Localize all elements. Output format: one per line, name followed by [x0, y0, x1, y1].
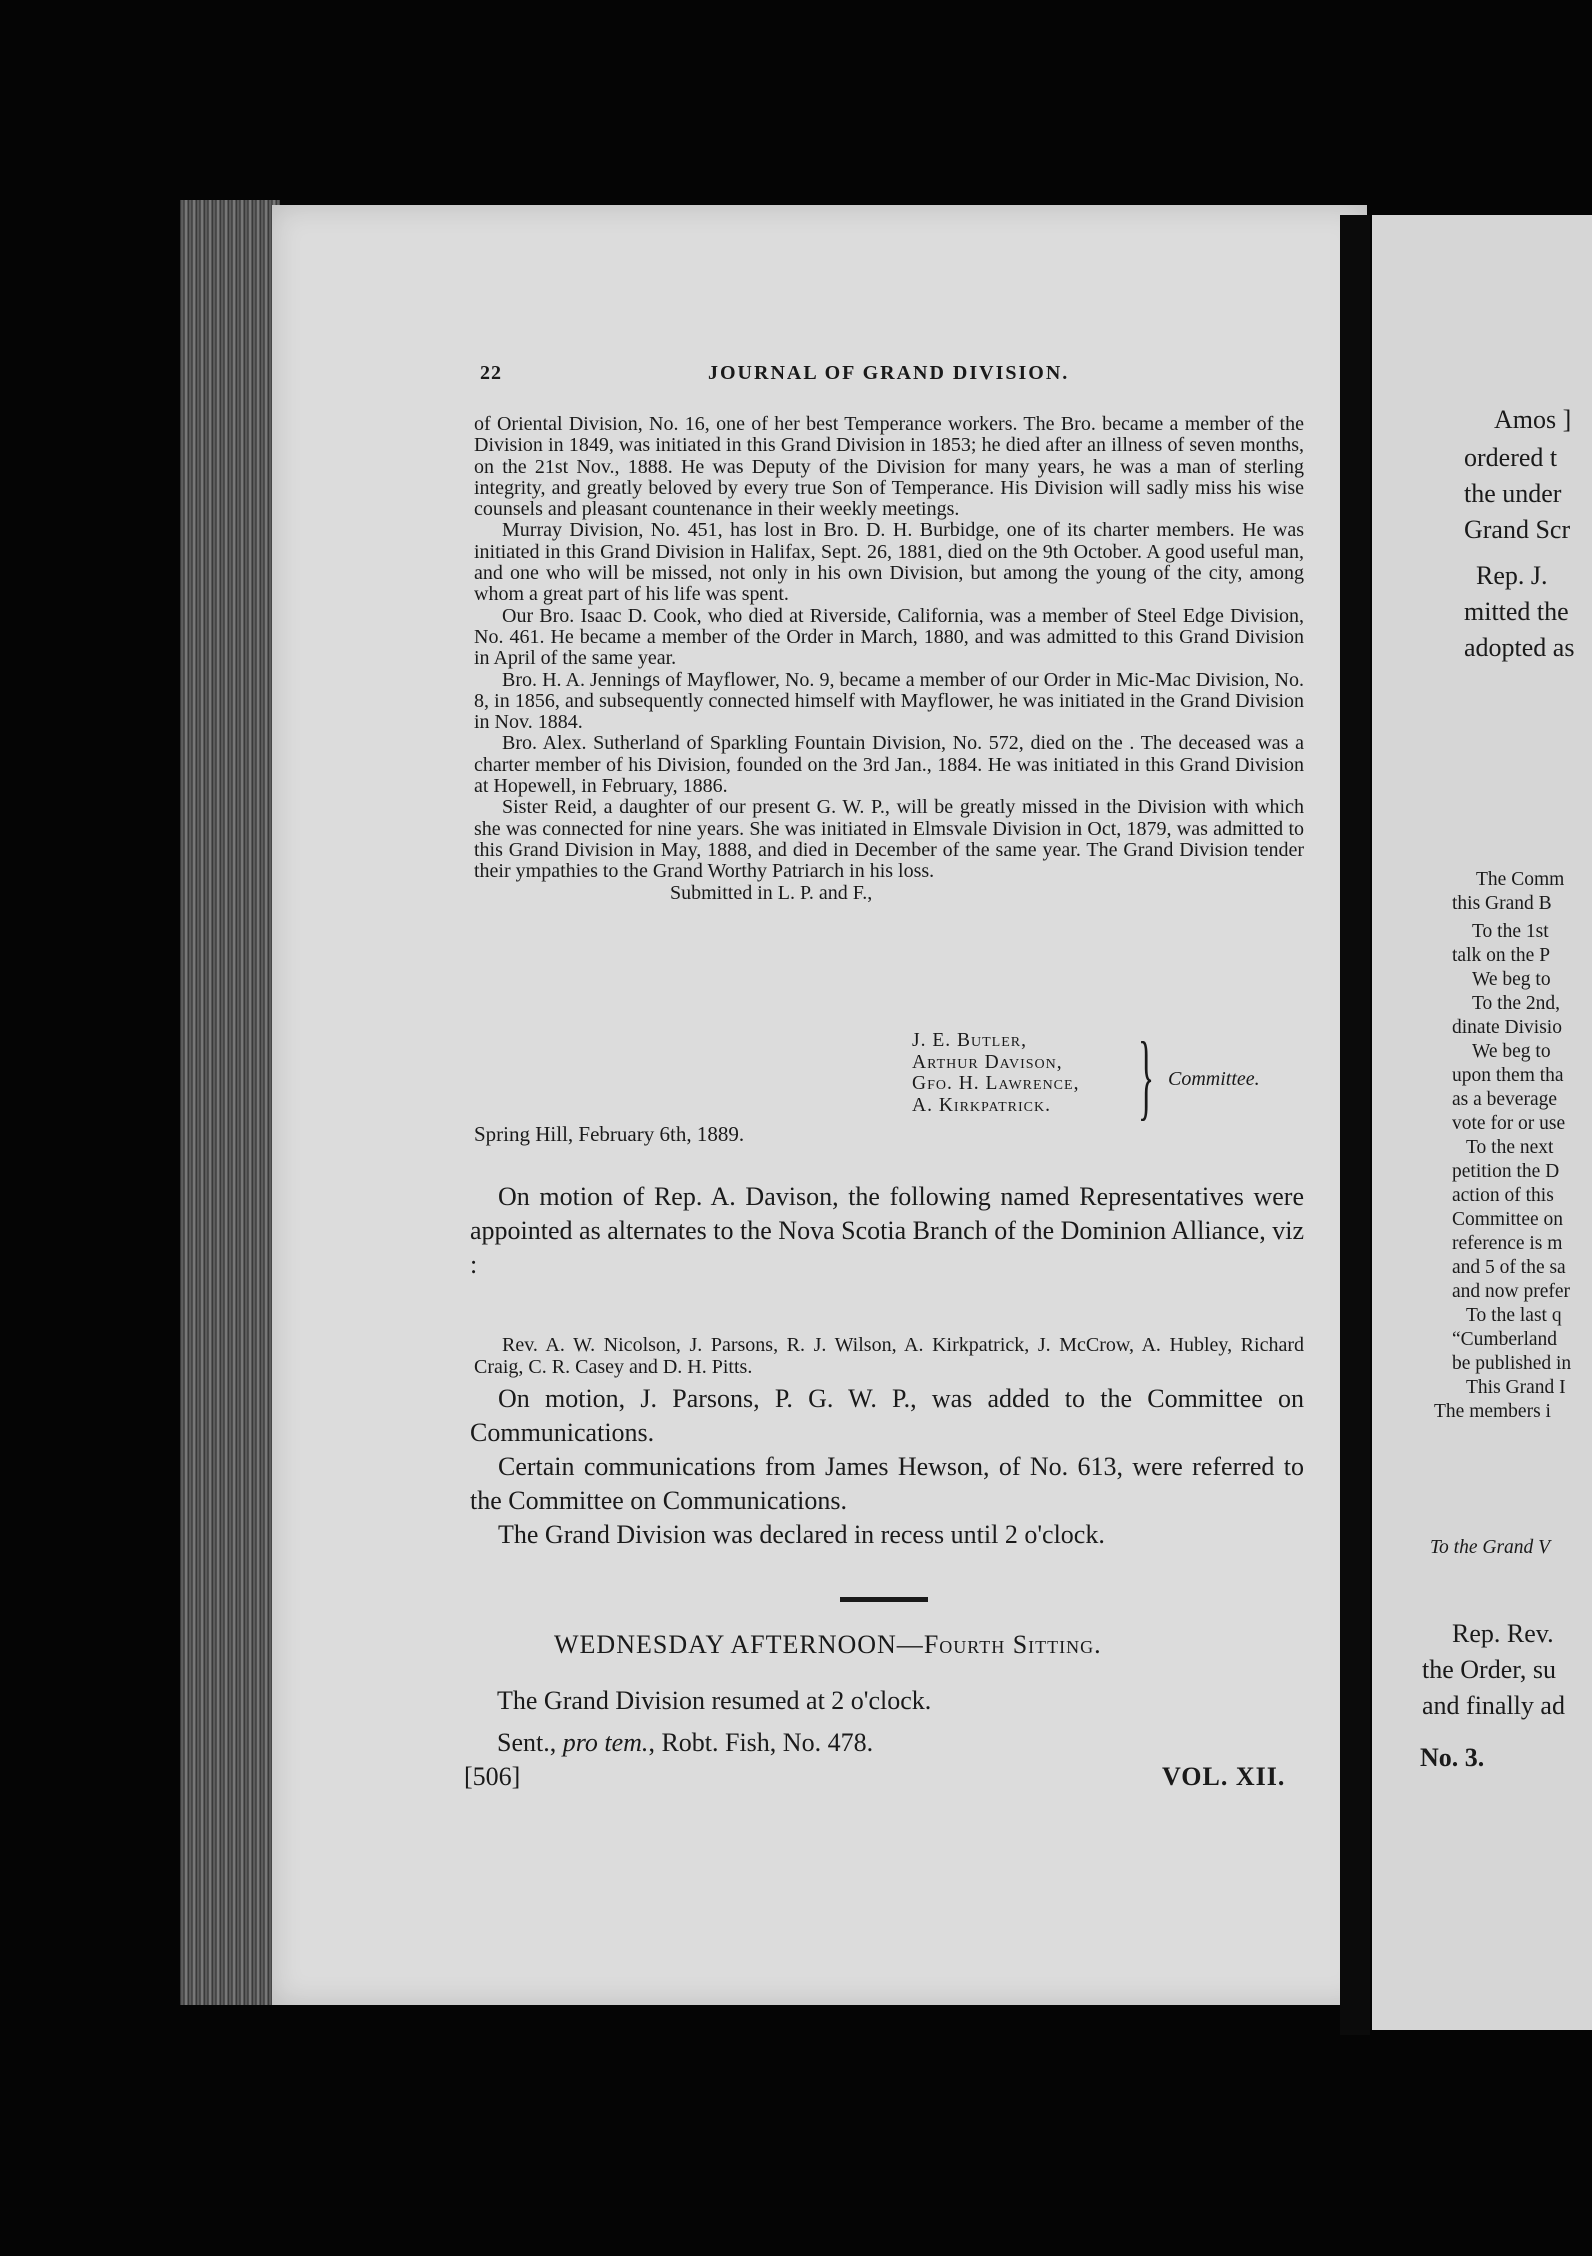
proceedings-paragraph: On motion, J. Parsons, P. G. W. P., was added to the Committee on Communications.: [470, 1384, 1304, 1447]
proceedings-paragraph: The Grand Division was declared in recess until 2 o'clock.: [498, 1520, 1105, 1549]
running-title: JOURNAL OF GRAND DIVISION.: [708, 362, 1070, 384]
facing-line: Amos ]: [1494, 405, 1572, 434]
facing-line: This Grand I: [1466, 1377, 1566, 1398]
sent-line: [497, 1728, 873, 1758]
submitted-line: Submitted in L. P. and F.,: [670, 881, 873, 904]
facing-line: Committee on: [1452, 1209, 1564, 1230]
facing-line: talk on the P: [1452, 945, 1551, 966]
facing-line: the Order, su: [1422, 1655, 1556, 1684]
facing-line: Rep. Rev.: [1452, 1619, 1554, 1648]
sitting-heading-main: WEDNESDAY AFTERNOON—: [554, 1630, 924, 1659]
obituary-paragraph: Our Bro. Isaac D. Cook, who died at Riverside, California, was a member of Steel Edge Division, No. 461. He became a member of the Order in March, 1880, and was admitted to this Grand Division in April of the same year.: [474, 604, 1304, 670]
sitting-heading-sub: Fourth Sitting.: [923, 1630, 1102, 1659]
sent-italic: pro tem.: [562, 1728, 649, 1757]
facing-line: To the last q: [1466, 1305, 1562, 1326]
folio-number: [506]: [464, 1762, 521, 1791]
facing-line: “Cumberland: [1452, 1329, 1558, 1350]
facing-line: reference is m: [1452, 1233, 1563, 1254]
obituary-paragraph: Murray Division, No. 451, has lost in Bro. D. H. Burbidge, one of its charter members. He was initiated in this Grand Division in Halifax, Sept. 26, 1881, died on the 9th October. A good useful man, and one who will be missed, not only in his own Division, but among the young of the city, among whom a great part of his life was spent.: [474, 519, 1304, 606]
facing-folio: No. 3.: [1420, 1743, 1485, 1772]
facing-line: The members i: [1434, 1401, 1551, 1422]
facing-line: action of this: [1452, 1185, 1554, 1206]
facing-line: petition the D: [1452, 1161, 1560, 1182]
facing-page: [1372, 215, 1592, 2030]
page-number: 22: [480, 362, 502, 384]
facing-line: To the Grand V: [1430, 1537, 1551, 1558]
proceedings-section: [470, 1382, 1304, 1552]
book-gutter: [1340, 215, 1370, 2035]
resumed-line: The Grand Division resumed at 2 o'clock.: [497, 1686, 932, 1715]
facing-line: Grand Scr: [1464, 515, 1571, 544]
facing-line: dinate Divisio: [1452, 1017, 1562, 1038]
facing-line: and finally ad: [1422, 1691, 1565, 1720]
facing-line: mitted the: [1464, 597, 1569, 626]
alternates-text: Rev. A. W. Nicolson, J. Parsons, R. J. Wilson, A. Kirkpatrick, J. McCrow, A. Hubley, Richard Craig, C. R. Casey and D. H. Pitts.: [474, 1334, 1304, 1378]
section-divider: [840, 1597, 928, 1602]
facing-line: upon them tha: [1452, 1065, 1564, 1086]
obituary-paragraph: Bro. H. A. Jennings of Mayflower, No. 9, became a member of our Order in Mic-Mac Division, No. 8, in 1856, and subsequently connected himself with Mayflower, he was initiated in the Grand Division in Nov. 1884.: [474, 668, 1304, 734]
sent-prefix: Sent.,: [497, 1728, 563, 1757]
facing-line: We beg to: [1472, 1041, 1551, 1062]
facing-line: vote for or use: [1452, 1113, 1566, 1134]
facing-line: The Comm: [1476, 869, 1565, 890]
facing-line: the under: [1464, 479, 1562, 508]
facing-line: To the next: [1466, 1137, 1554, 1158]
facing-line: To the 2nd,: [1472, 993, 1560, 1014]
obituary-paragraph: of Oriental Division, No. 16, one of her best Temperance workers. The Bro. became a member of the Division in 1849, was initiated in this Grand Division in 1853; he died after an illness of seven months, on the 21st Nov., 1888. He was Deputy of the Division for many years, he was a man of sterling integrity, and greatly beloved by every true Son of Temperance. His Division will sadly miss his wise counsels and pleasant countenance in their weekly meetings.: [474, 413, 1304, 521]
volume-label: VOL. XII.: [1162, 1762, 1286, 1791]
obituary-paragraph: Sister Reid, a daughter of our present G. W. P., will be greatly missed in the Division with which she was connected for nine years. She was initiated in Elmsvale Division in Oct, 1879, was admitted to this Grand Division in May, 1888, and died in December of the same year. The Grand Division tender their ympathies to the Grand Worthy Patriarch in his loss.: [474, 796, 1304, 883]
obituary-paragraph: Bro. Alex. Sutherland of Sparkling Fountain Division, No. 572, died on the . The deceased was a charter member of his Division, founded on the 3rd Jan., 1884. He was initiated in this Grand Division at Hopewell, in February, 1886.: [474, 732, 1304, 798]
facing-line: adopted as: [1464, 633, 1575, 662]
facing-line: be published in: [1452, 1353, 1572, 1374]
sent-suffix: , Robt. Fish, No. 478.: [648, 1728, 874, 1757]
committee-member: A. Kirkpatrick.: [912, 1094, 1051, 1116]
facing-line: ordered t: [1464, 443, 1558, 472]
facing-line: and now prefer: [1452, 1281, 1571, 1302]
motion-text: On motion of Rep. A. Davison, the following named Representatives were appointed as alternates to the Nova Scotia Branch of the Dominion Alliance, viz :: [470, 1182, 1304, 1279]
sitting-heading: [554, 1630, 1102, 1660]
facing-line: this Grand B: [1452, 893, 1552, 914]
facing-line: and 5 of the sa: [1452, 1257, 1566, 1278]
committee-member: J. E. Butler,: [912, 1030, 1027, 1051]
committee-label: Committee.: [1168, 1068, 1260, 1090]
book-page-edges: [180, 200, 280, 2005]
obituary-section: [474, 414, 1304, 904]
facing-line: Rep. J.: [1476, 561, 1548, 590]
committee-signatures: [912, 1030, 1079, 1116]
proceedings-paragraph: Certain communications from James Hewson, of No. 613, were referred to the Committee on Communications.: [470, 1452, 1304, 1515]
facing-line: To the 1st: [1472, 921, 1549, 942]
date-line: Spring Hill, February 6th, 1889.: [474, 1122, 745, 1146]
motion-paragraph: [470, 1180, 1304, 1282]
committee-member: Arthur Davison,: [912, 1051, 1063, 1073]
facing-line: We beg to: [1472, 969, 1551, 990]
alternates-list: [474, 1334, 1304, 1378]
facing-line: as a beverage: [1452, 1089, 1558, 1110]
committee-member: Gfo. H. Lawrence,: [912, 1073, 1080, 1094]
curly-brace-icon: }: [1138, 1022, 1155, 1129]
